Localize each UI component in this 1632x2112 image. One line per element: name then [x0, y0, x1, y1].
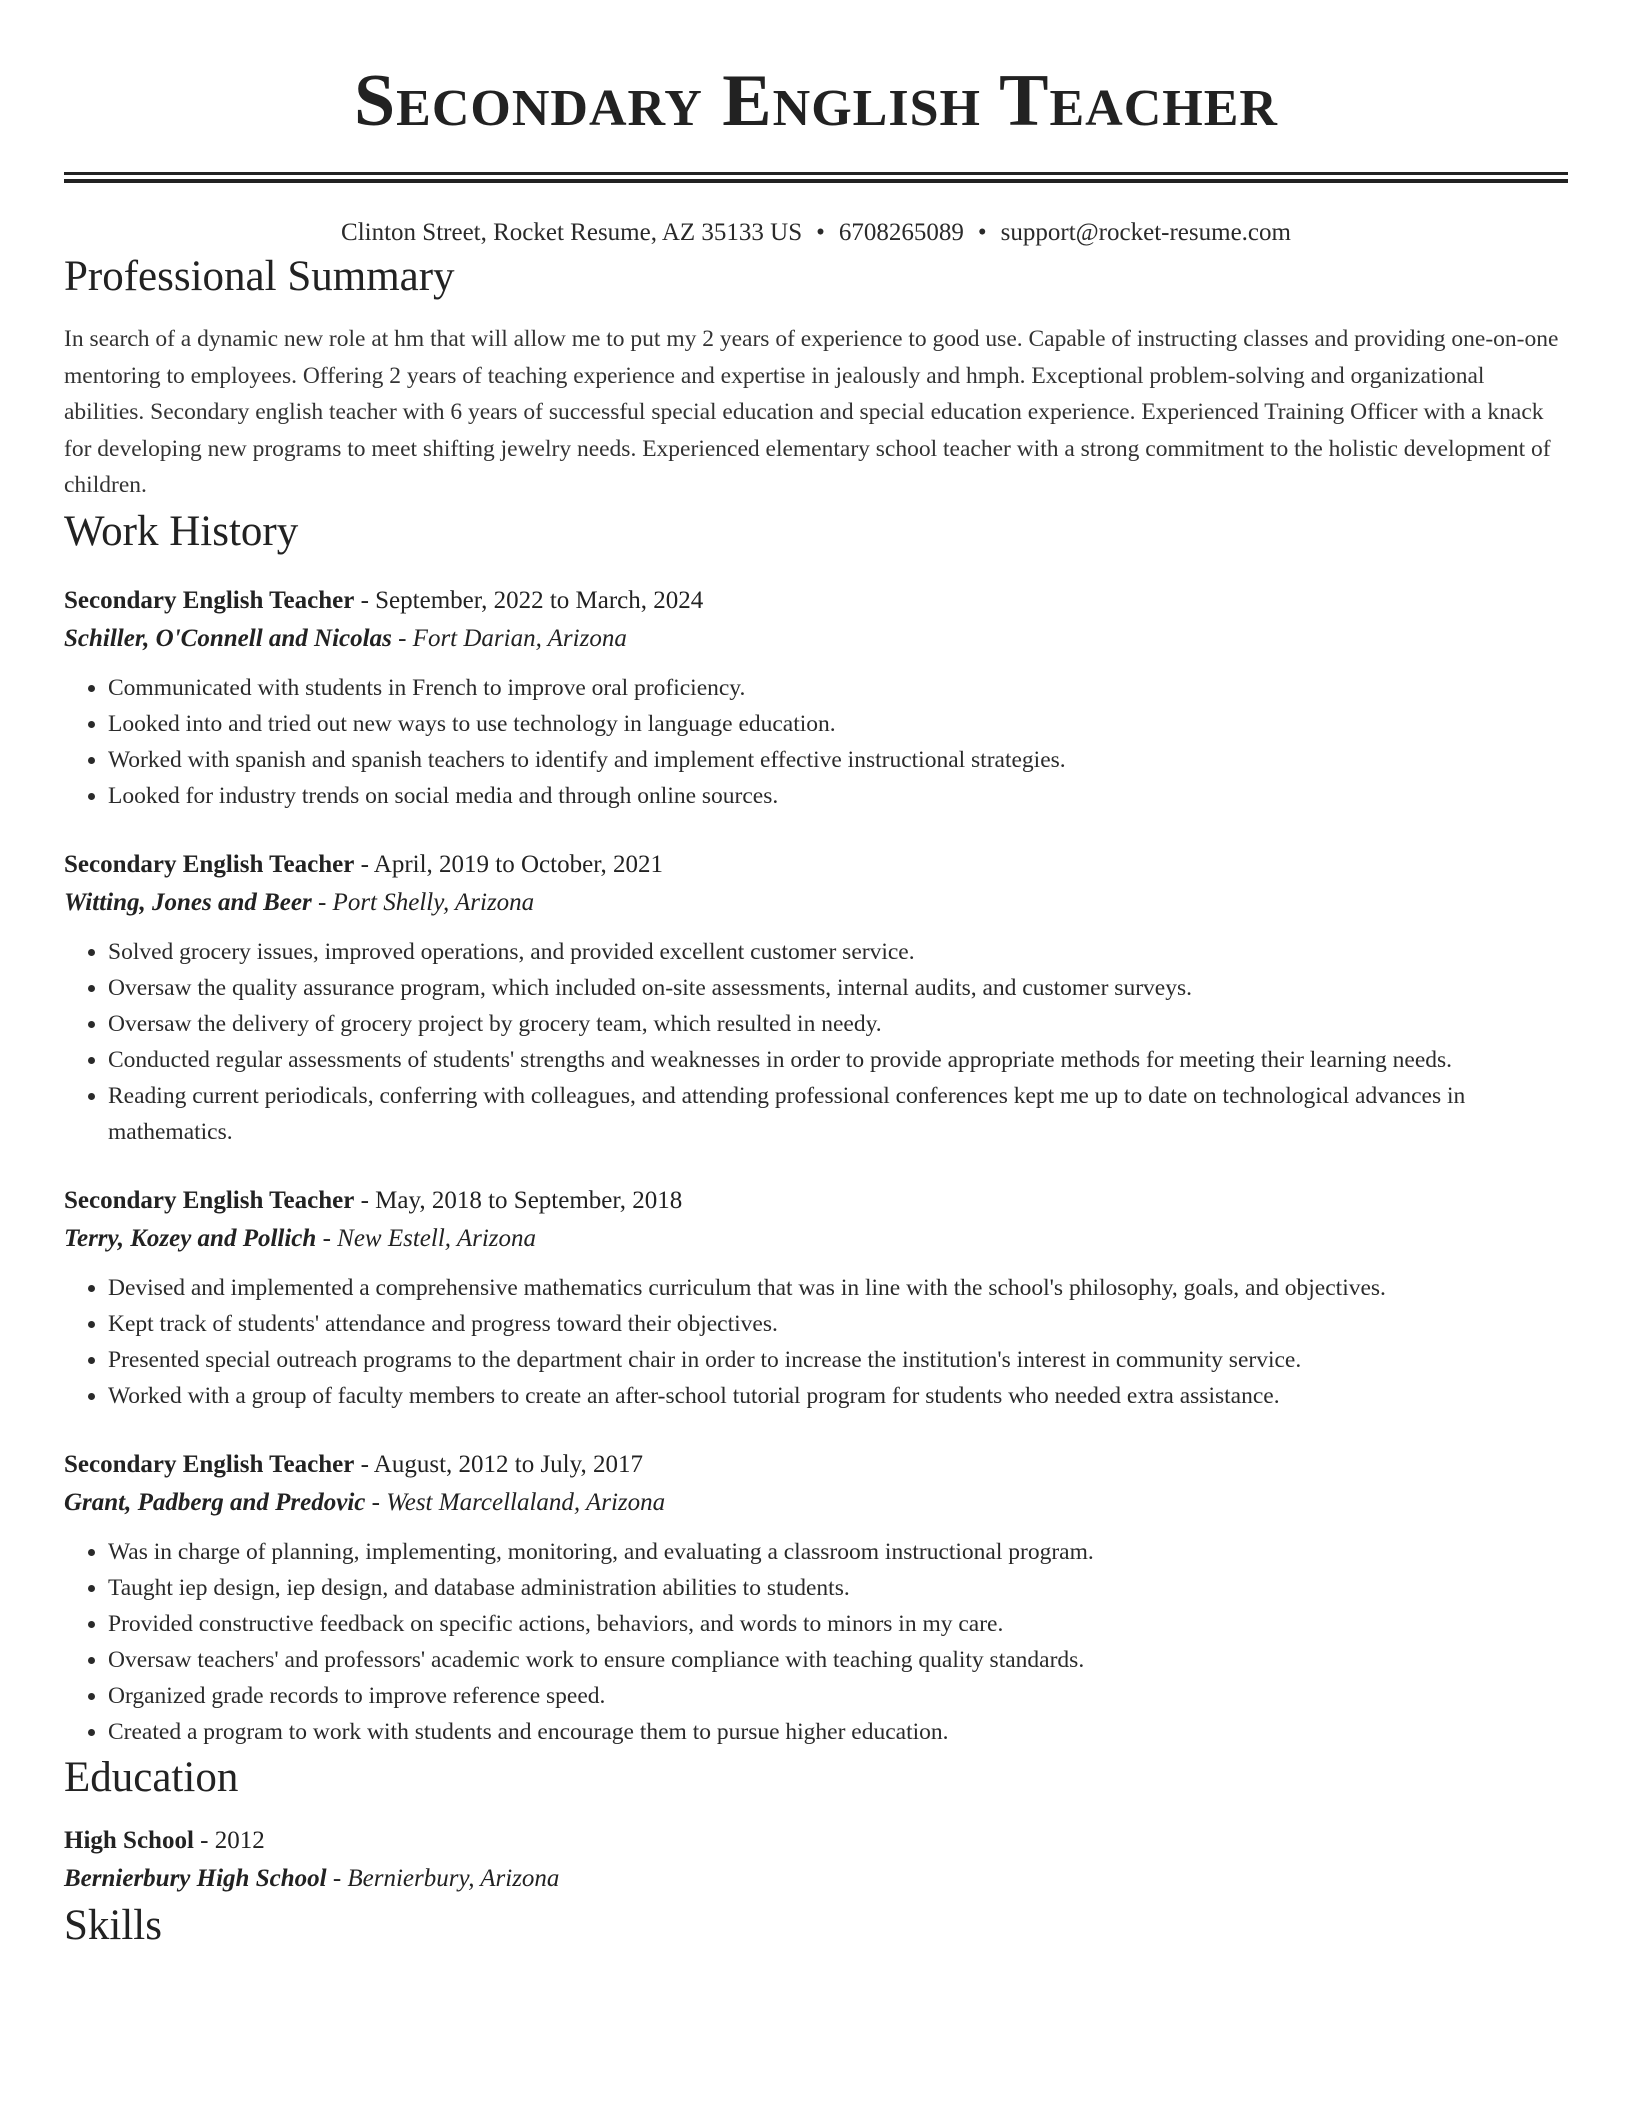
- title-divider: [64, 172, 1568, 183]
- bullet-item: • Kept track of students' attendance and progress toward their objectives.: [108, 1306, 1568, 1342]
- bullet-item: • Oversaw teachers' and professors' academic work to ensure compliance with teaching quality standards.: [108, 1642, 1568, 1678]
- job-bullets: [64, 670, 1568, 814]
- graduation-year: 2012: [214, 1826, 265, 1854]
- contact-email: support@rocket-resume.com: [1000, 219, 1291, 246]
- bullet-item: • Created a program to work with students and encourage them to pursue higher education.: [108, 1714, 1568, 1750]
- bullet-item: • Conducted regular assessments of students' strengths and weaknesses in order to provide appropriate methods for meeting their learning needs.: [108, 1042, 1568, 1078]
- contact-address: Clinton Street, Rocket Resume, AZ 35133 US: [341, 219, 803, 246]
- company-name: Grant, Padberg and Predovic: [64, 1488, 366, 1516]
- job-bullets: [64, 934, 1568, 1150]
- company-location: Port Shelly, Arizona: [332, 888, 535, 916]
- job-title: Secondary English Teacher: [64, 1450, 355, 1478]
- school-location: Bernierbury, Arizona: [347, 1864, 560, 1892]
- school-name: Bernierbury High School: [64, 1864, 327, 1892]
- job-title-line: [64, 846, 1568, 884]
- job-title-line: [64, 582, 1568, 620]
- bullet-item: • Provided constructive feedback on specific actions, behaviors, and words to minors in my care.: [108, 1606, 1568, 1642]
- resume-title: Secondary English Teacher: [354, 60, 1278, 142]
- company-name: Witting, Jones and Beer: [64, 888, 312, 916]
- dash: -: [354, 1186, 376, 1214]
- bullet-item: • Organized grade records to improve reference speed.: [108, 1678, 1568, 1714]
- job-bullets: [64, 1534, 1568, 1750]
- job-entry: [64, 846, 1568, 1150]
- job-title: Secondary English Teacher: [64, 1186, 355, 1214]
- skills-heading: Skills: [64, 1901, 162, 1949]
- job-dates: September, 2022 to March, 2024: [375, 586, 704, 614]
- dash: -: [365, 1488, 387, 1516]
- company-line: [64, 1220, 1568, 1258]
- company-line: [64, 884, 1568, 922]
- school-line: [64, 1860, 1568, 1898]
- job-entry: [64, 582, 1568, 814]
- company-location: West Marcellaland, Arizona: [386, 1488, 666, 1516]
- job-title-line: [64, 1446, 1568, 1484]
- summary-text: In search of a dynamic new role at hm that will allow me to put my 2 years of experience to good use. Capable of instructing classes and providing one-on-one mentoring to employees. Offering 2 years of teaching experience and expertise in jealously and hmph. Exceptional problem-solving and organizational abilities. Secondary english teacher with 6 years of successful special education and special education experience. Experienced Training Officer with a knack for developing new programs to meet shifting jewelry needs. Experienced elementary school teacher with a strong commitment to the holistic development of children.: [64, 326, 1559, 498]
- education-heading: Education: [64, 1753, 239, 1801]
- bullet-item: • Taught iep design, iep design, and database administration abilities to students.: [108, 1570, 1568, 1606]
- dash: -: [391, 624, 413, 652]
- work-history-heading: Work History: [64, 507, 299, 555]
- job-entry: [64, 1446, 1568, 1750]
- job-dates: May, 2018 to September, 2018: [375, 1186, 683, 1214]
- bullet-item: • Worked with spanish and spanish teachers to identify and implement effective instructional strategies.: [108, 742, 1568, 778]
- contact-separator: •: [977, 219, 987, 246]
- dash: -: [316, 1224, 338, 1252]
- bullet-item: • Oversaw the quality assurance program, which included on-site assessments, internal audits, and customer surveys.: [108, 970, 1568, 1006]
- company-location: New Estell, Arizona: [337, 1224, 536, 1252]
- dash: -: [326, 1864, 348, 1892]
- job-title: Secondary English Teacher: [64, 850, 355, 878]
- bullet-item: • Worked with a group of faculty members to create an after-school tutorial program for students who needed extra assistance.: [108, 1378, 1568, 1414]
- bullet-item: • Oversaw the delivery of grocery project by grocery team, which resulted in needy.: [108, 1006, 1568, 1042]
- education-entry: [64, 1822, 1568, 1898]
- job-dates: August, 2012 to July, 2017: [373, 1450, 644, 1478]
- bullet-item: • Communicated with students in French to improve oral proficiency.: [108, 670, 1568, 706]
- bullet-item: • Looked for industry trends on social media and through online sources.: [108, 778, 1568, 814]
- job-title-line: [64, 1182, 1568, 1220]
- contact-phone: 6708265089: [838, 219, 964, 246]
- job-entry: [64, 1182, 1568, 1414]
- summary-heading: Professional Summary: [64, 253, 455, 300]
- bullet-item: • Was in charge of planning, implementing, monitoring, and evaluating a classroom instructional program.: [108, 1534, 1568, 1570]
- dash: -: [354, 1450, 374, 1478]
- company-line: [64, 620, 1568, 658]
- bullet-item: • Reading current periodicals, conferring with colleagues, and attending professional conferences kept me up to date on technological advances in mathematics.: [108, 1078, 1568, 1150]
- dash: -: [354, 850, 374, 878]
- contact-separator: •: [816, 219, 825, 246]
- company-name: Schiller, O'Connell and Nicolas: [64, 624, 392, 652]
- contact-line: [64, 217, 1568, 249]
- degree-line: [64, 1822, 1568, 1860]
- company-line: [64, 1484, 1568, 1522]
- dash: -: [311, 888, 333, 916]
- job-bullets: [64, 1270, 1568, 1414]
- job-title: Secondary English Teacher: [64, 586, 355, 614]
- bullet-item: • Presented special outreach programs to the department chair in order to increase the institution's interest in community service.: [108, 1342, 1568, 1378]
- job-dates: April, 2019 to October, 2021: [373, 850, 664, 878]
- bullet-item: • Solved grocery issues, improved operations, and provided excellent customer service.: [108, 934, 1568, 970]
- company-name: Terry, Kozey and Pollich: [64, 1224, 317, 1252]
- dash: -: [193, 1826, 215, 1854]
- company-location: Fort Darian, Arizona: [412, 624, 627, 652]
- degree-name: High School: [64, 1826, 194, 1854]
- bullet-item: • Looked into and tried out new ways to use technology in language education.: [108, 706, 1568, 742]
- bullet-item: • Devised and implemented a comprehensive mathematics curriculum that was in line with the school's philosophy, goals, and objectives.: [108, 1270, 1568, 1306]
- dash: -: [354, 586, 376, 614]
